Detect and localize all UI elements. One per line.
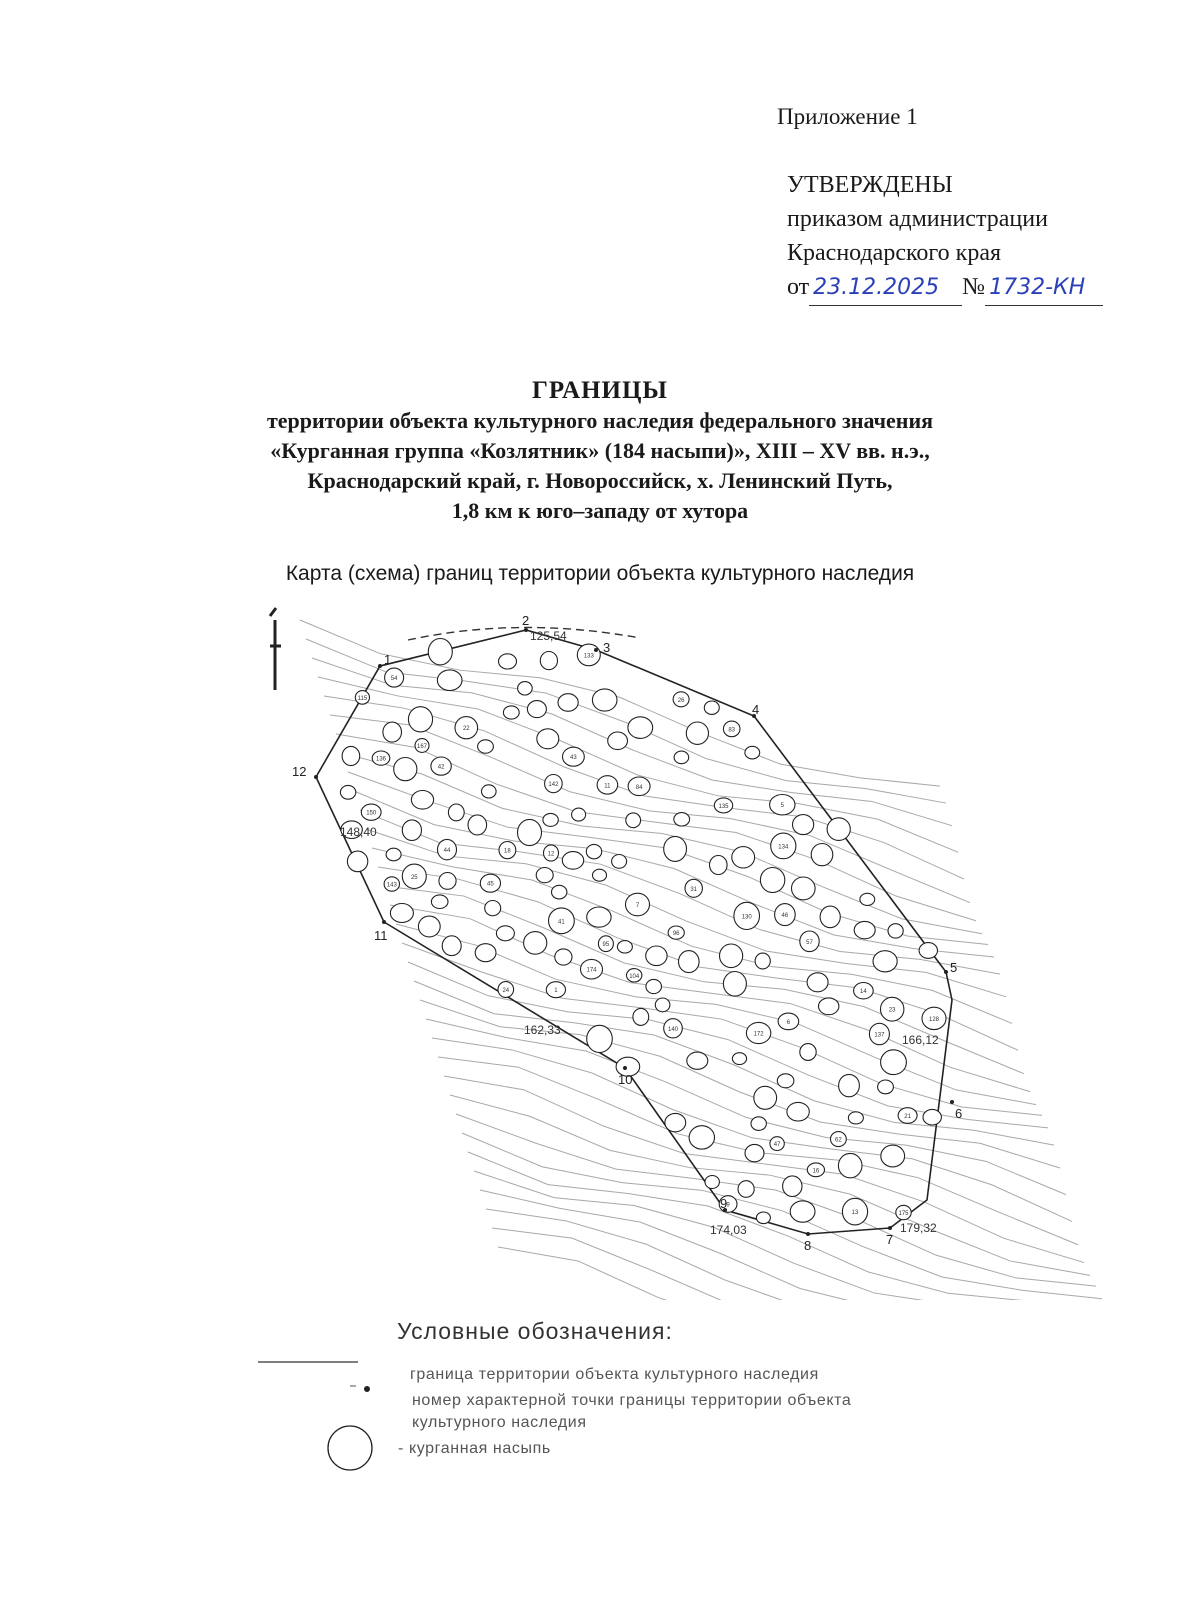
mound-number: 83	[728, 727, 736, 734]
mound-number: 31	[690, 886, 698, 893]
boundary-point-number: 7	[886, 1232, 894, 1247]
elevation-mark: 179,32	[900, 1221, 937, 1235]
approved-line-3: Краснодарского края	[787, 240, 1002, 266]
mound-number: 134	[778, 844, 789, 851]
mound-circle	[838, 1153, 862, 1177]
mound-number: 142	[548, 782, 559, 789]
mound-circle	[854, 921, 875, 938]
boundary-point-number: 5	[950, 960, 958, 975]
map-subtitle: Карта (схема) границ территории объекта культурного наследия	[285, 562, 915, 585]
mound-number: 6	[786, 1019, 791, 1026]
boundary-point-number: 12	[292, 764, 307, 779]
legend-symbols	[250, 1350, 410, 1480]
mound-layer	[340, 639, 946, 1225]
elevation-mark: 148,40	[340, 825, 377, 839]
mound-number: 135	[718, 803, 729, 810]
boundary-point-marker	[888, 1226, 892, 1230]
mound-number: 150	[366, 810, 377, 817]
mound-circle	[745, 1144, 764, 1161]
mound-number: 95	[602, 942, 610, 949]
mound-circle	[800, 1044, 816, 1061]
boundary-point-number: 2	[522, 613, 530, 628]
mound-circle	[543, 813, 558, 826]
mound-circle	[687, 1052, 708, 1069]
mound-circle	[536, 868, 553, 883]
mound-circle	[499, 654, 517, 669]
mound-number: 167	[416, 744, 428, 750]
mound-circle	[783, 1176, 802, 1197]
mound-circle	[496, 926, 514, 941]
legend-item-mound: - курганная насыпь	[398, 1440, 551, 1457]
approved-date-line	[787, 270, 1103, 306]
mound-circle	[562, 852, 583, 870]
mound-circle	[705, 1176, 719, 1189]
boundary-point-number: 4	[752, 702, 760, 717]
title-line-1: территории объекта культурного наследия федерального значения	[266, 408, 934, 433]
mound-circle	[540, 652, 557, 670]
mound-number: 21	[904, 1114, 911, 1120]
mound-circle	[873, 951, 897, 972]
boundary-point-marker	[524, 628, 528, 632]
mound-number: 45	[487, 881, 494, 888]
mound-circle	[827, 818, 850, 841]
boundary-point-marker	[382, 920, 386, 924]
boundary-point-number: 6	[955, 1106, 963, 1121]
mound-number: 18	[504, 848, 511, 855]
mound-circle	[745, 746, 760, 759]
elevation-mark: 162,33	[524, 1023, 561, 1037]
mound-number: 128	[928, 1016, 940, 1023]
contour-line	[492, 1228, 1132, 1300]
mound-number: 22	[462, 726, 470, 733]
mound-number: 42	[437, 764, 445, 771]
mound-circle	[555, 949, 572, 965]
mound-circle	[633, 1008, 649, 1025]
mound-circle	[527, 701, 546, 718]
boundary-point-marker	[944, 970, 948, 974]
mound-circle	[839, 1074, 860, 1096]
boundary-point-marker	[950, 1100, 954, 1104]
top-dashed-line	[408, 627, 640, 640]
mound-number: 5	[780, 803, 784, 810]
boundary-point-marker	[378, 664, 382, 668]
mound-circle	[760, 868, 784, 893]
mound-circle	[587, 907, 611, 927]
mound-circle	[608, 732, 628, 750]
mound-circle	[587, 1025, 613, 1052]
legend-item-points-line-1: номер характерной точки границы территории объекта	[412, 1392, 852, 1409]
mound-circle	[431, 895, 448, 909]
boundary-point-marker	[806, 1232, 810, 1236]
mound-number: 16	[812, 1168, 820, 1175]
mound-number: 9	[726, 1202, 730, 1209]
mound-number: 26	[677, 697, 685, 704]
legend-item-boundary: граница территории объекта культурного наследия	[410, 1366, 819, 1383]
mound-number: 174	[586, 967, 597, 974]
mound-circle	[448, 804, 464, 821]
mound-circle	[888, 924, 903, 938]
mound-circle	[777, 1074, 794, 1088]
mound-number: 25	[410, 874, 418, 881]
mound-circle	[558, 694, 578, 712]
contour-line	[390, 905, 1030, 1092]
elevation-mark: 166,12	[902, 1033, 939, 1047]
mound-circle	[792, 877, 816, 900]
mound-circle	[383, 722, 402, 742]
mound-circle	[881, 1050, 907, 1075]
from-label: от	[787, 274, 810, 300]
mound-circle	[552, 885, 567, 899]
mound-circle	[411, 791, 433, 810]
contour-line	[468, 1152, 1108, 1300]
legend-item-points-line-2: культурного наследия	[412, 1414, 587, 1431]
mound-circle	[665, 1113, 686, 1131]
mound-circle	[754, 1086, 777, 1109]
mound-circle	[923, 1109, 941, 1125]
mound-circle	[518, 819, 542, 845]
mound-number: 172	[753, 1031, 764, 1038]
mound-number: 14	[860, 989, 867, 996]
mound-circle	[704, 701, 719, 714]
mound-circle	[482, 785, 497, 798]
mound-circle	[485, 901, 501, 916]
mound-number: 133	[583, 653, 594, 660]
mound-circle	[756, 1212, 770, 1224]
mound-number: 143	[386, 882, 397, 889]
mound-circle	[475, 944, 496, 962]
mound-circle	[442, 936, 461, 956]
mound-circle	[439, 873, 456, 890]
title-line-4: 1,8 км к юго–западу от хутора	[451, 498, 749, 523]
mound-circle	[860, 893, 875, 905]
mound-number: 24	[502, 988, 510, 994]
approved-heading: УТВЕРЖДЕНЫ	[787, 172, 953, 198]
title-line-2: «Курганная группа «Козлятник» (184 насыпи)», XIII – XV вв. н.э.,	[270, 438, 930, 463]
legend-title: Условные обозначения:	[397, 1318, 673, 1344]
mound-number: 62	[835, 1137, 842, 1144]
mound-circle	[628, 717, 653, 739]
mound-number: 23	[888, 1007, 896, 1014]
mound-circle	[402, 820, 421, 841]
mound-number: 54	[390, 676, 398, 683]
mound-circle	[418, 916, 440, 937]
mound-circle	[686, 722, 708, 744]
mound-number: 44	[443, 848, 451, 855]
mound-circle	[881, 1145, 905, 1167]
mound-circle	[732, 847, 755, 868]
mound-circle	[342, 746, 360, 765]
contour-line	[312, 658, 952, 826]
mound-number: 47	[773, 1142, 781, 1149]
boundary-point-number: 8	[804, 1238, 812, 1253]
boundary-point-number: 1	[384, 652, 392, 667]
contour-line	[426, 1016, 1066, 1195]
mound-circle	[428, 639, 452, 665]
mound-number: 84	[635, 784, 643, 791]
title-line-3: Краснодарский край, г. Новороссийск, х. Ленинский Путь,	[307, 468, 893, 493]
mound-circle	[386, 848, 401, 861]
mound-circle	[390, 904, 413, 923]
elevation-mark: 125,54	[530, 629, 567, 643]
boundary-point-number: 11	[374, 928, 388, 943]
approved-line-2: приказом администрации	[787, 206, 1048, 232]
mound-circle	[674, 813, 690, 826]
mound-circle	[437, 670, 462, 691]
mound-circle	[503, 706, 519, 719]
mound-circle	[848, 1112, 863, 1124]
boundary-map	[0, 600, 1200, 1300]
mound-circle	[710, 856, 728, 875]
mound-circle	[755, 953, 770, 969]
contour-line	[402, 943, 1042, 1115]
mound-circle	[572, 808, 586, 821]
mound-circle	[468, 815, 487, 835]
mound-circle	[617, 941, 632, 953]
mound-circle	[408, 707, 432, 732]
mound-circle	[819, 998, 839, 1015]
mound-number: 96	[672, 931, 680, 938]
mound-circle	[790, 1201, 815, 1222]
mound-circle	[612, 855, 627, 869]
mound-circle	[723, 972, 746, 997]
mound-circle	[626, 813, 641, 828]
appendix-label: Приложение 1	[777, 104, 918, 129]
document-title	[200, 376, 1000, 526]
mound-number: 41	[558, 919, 565, 926]
boundary-point-number: 3	[603, 640, 611, 655]
mound-number: 137	[874, 1032, 885, 1039]
mound-circle	[478, 740, 494, 753]
mound-circle	[732, 1053, 746, 1065]
mound-circle	[811, 844, 833, 866]
mound-number: 104	[629, 973, 640, 980]
mound-circle	[593, 869, 607, 881]
legend-mound-circle-icon	[328, 1426, 372, 1470]
contour-line	[372, 848, 1012, 1023]
mound-circle	[738, 1181, 754, 1198]
mound-circle	[820, 906, 840, 928]
mound-number: 57	[806, 939, 813, 946]
mound-circle	[720, 944, 743, 968]
mound-circle	[646, 979, 662, 993]
mound-circle	[646, 946, 667, 966]
mound-number: 1	[554, 988, 558, 995]
mound-circle	[787, 1102, 809, 1121]
contour-line	[462, 1133, 1102, 1299]
mound-circle	[340, 785, 355, 799]
mound-circle	[679, 951, 700, 973]
mound-circle	[518, 682, 533, 695]
mound-circle	[878, 1080, 894, 1094]
handwritten-number: 1732-КН	[985, 271, 1103, 306]
mound-circle	[592, 689, 617, 711]
handwritten-date: 23.12.2025	[809, 271, 962, 306]
elevation-mark: 174,03	[710, 1223, 747, 1237]
mound-circle	[689, 1126, 714, 1149]
mound-circle	[919, 943, 937, 959]
mound-circle	[586, 844, 601, 858]
contour-line	[486, 1209, 1126, 1300]
mound-circle	[347, 851, 367, 872]
mound-number: 13	[851, 1210, 859, 1217]
title-main: ГРАНИЦЫ	[532, 377, 668, 404]
mound-number: 115	[357, 695, 368, 702]
legend-point-dot-icon	[364, 1386, 370, 1392]
mound-circle	[394, 758, 417, 781]
number-label: №	[962, 274, 986, 300]
mound-number: 130	[741, 914, 752, 921]
mound-number: 12	[547, 851, 555, 858]
boundary-point-marker	[623, 1066, 627, 1070]
boundary-point-marker	[594, 648, 598, 652]
mound-circle	[655, 998, 670, 1012]
mound-circle	[751, 1117, 766, 1131]
mound-circle	[674, 751, 689, 764]
mound-circle	[537, 729, 559, 749]
mound-number: 7	[635, 903, 640, 909]
mound-circle	[524, 932, 547, 955]
mound-number: 136	[375, 756, 387, 763]
mound-number: 175	[898, 1211, 909, 1217]
mound-number: 140	[667, 1026, 679, 1033]
mound-number: 46	[781, 913, 789, 920]
mound-circle	[664, 836, 687, 861]
mound-circle	[807, 973, 828, 992]
boundary-point-number: 10	[618, 1072, 633, 1087]
mound-number: 11	[604, 783, 611, 790]
mound-number: 43	[570, 755, 577, 762]
boundary-point-number: 9	[720, 1196, 728, 1211]
north-arrow-icon	[270, 608, 281, 690]
boundary-point-marker	[314, 775, 318, 779]
approval-block	[787, 168, 1103, 306]
mound-circle	[793, 815, 814, 835]
